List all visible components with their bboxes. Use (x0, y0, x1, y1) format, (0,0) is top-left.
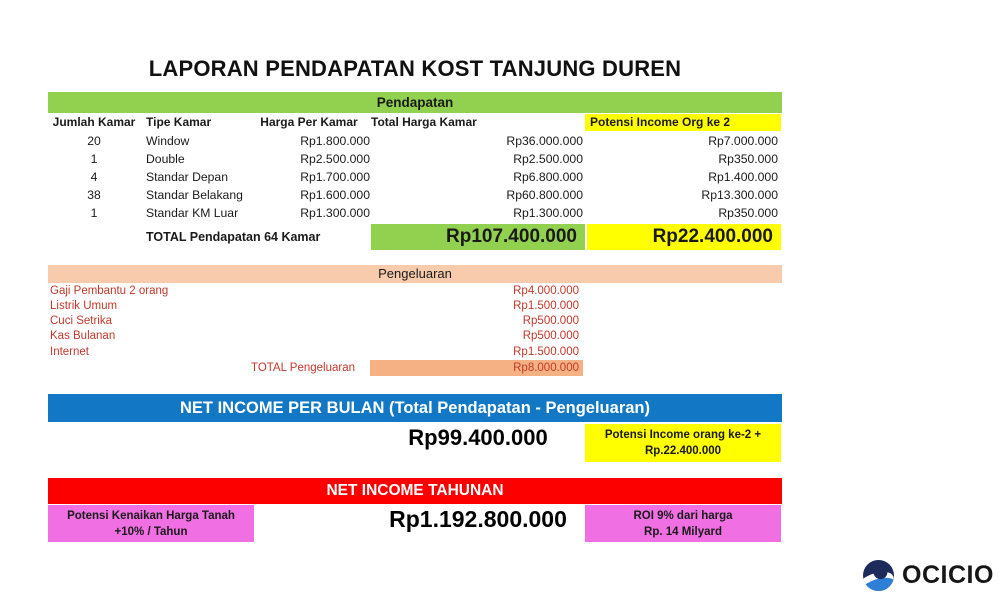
expense-label: Listrik Umum (50, 300, 118, 312)
note-line: Rp. 14 Milyard (644, 526, 722, 538)
income-row (48, 150, 781, 168)
expense-value: Rp500.000 (522, 315, 579, 327)
net-yearly-header: NET INCOME TAHUNAN (48, 478, 782, 504)
note-line: ROI 9% dari harga (633, 510, 733, 522)
ocicio-logo-text: OCICIO (902, 560, 994, 589)
cell-harga: Rp2.500.000 (300, 152, 370, 166)
cell-potensi: Rp350.000 (718, 206, 778, 220)
expenses-section-header: Pengeluaran (48, 265, 782, 283)
cell-total: Rp2.500.000 (513, 152, 583, 166)
expenses-total-value: Rp8.000.000 (370, 360, 583, 376)
cell-jumlah: 1 (90, 206, 98, 220)
cell-tipe: Standar Depan (146, 170, 228, 184)
note-line: +10% / Tahun (114, 526, 188, 538)
cell-potensi: Rp7.000.000 (708, 134, 778, 148)
expense-label: Gaji Pembantu 2 orang (50, 285, 169, 297)
income-total-label: TOTAL Pendapatan 64 Kamar (146, 230, 321, 244)
col-header-potensi-income: Potensi Income Org ke 2 (585, 114, 781, 131)
cell-tipe: Window (146, 134, 190, 148)
income-row (48, 168, 781, 186)
expense-label: Kas Bulanan (50, 330, 116, 342)
expense-row (48, 299, 781, 314)
expense-value: Rp1.500.000 (513, 346, 579, 358)
cell-total: Rp36.000.000 (506, 134, 583, 148)
net-monthly-value: Rp99.400.000 (408, 425, 548, 450)
note-line: Potensi Income orang ke-2 + (604, 429, 762, 441)
income-row (48, 186, 781, 204)
cell-jumlah: 1 (90, 152, 98, 166)
expense-value: Rp4.000.000 (513, 285, 579, 297)
net-monthly-note (585, 424, 781, 462)
income-section-header: Pendapatan (48, 92, 782, 113)
page-title: LAPORAN PENDAPATAN KOST TANJUNG DUREN (148, 56, 682, 81)
expense-label: Cuci Setrika (50, 315, 112, 327)
expense-row (48, 345, 781, 360)
cell-jumlah: 4 (90, 170, 98, 184)
col-header-harga-per-kamar: Harga Per Kamar (260, 115, 358, 129)
income-total-potensi: Rp22.400.000 (587, 224, 781, 250)
cell-harga: Rp1.300.000 (300, 206, 370, 220)
cell-tipe: Standar KM Luar (146, 206, 239, 220)
col-header-jumlah-kamar: Jumlah Kamar (52, 115, 136, 129)
cell-total: Rp1.300.000 (513, 206, 583, 220)
cell-total: Rp6.800.000 (513, 170, 583, 184)
cell-tipe: Double (146, 152, 185, 166)
cell-harga: Rp1.700.000 (300, 170, 370, 184)
note-line: Potensi Kenaikan Harga Tanah (67, 510, 235, 522)
expense-label: Internet (50, 346, 89, 358)
expense-row (48, 314, 781, 329)
net-monthly-header: NET INCOME PER BULAN (Total Pendapatan - Pengeluaran) (48, 394, 782, 422)
cell-total: Rp60.800.000 (506, 188, 583, 202)
ocicio-circle-icon (862, 559, 895, 592)
cell-tipe: Standar Belakang (146, 188, 243, 202)
expense-value: Rp500.000 (522, 330, 579, 342)
cell-jumlah: 20 (87, 134, 101, 148)
expenses-total-label: TOTAL Pengeluaran (251, 362, 355, 374)
cell-harga: Rp1.800.000 (300, 134, 370, 148)
net-yearly-value: Rp1.192.800.000 (389, 506, 567, 532)
expense-value: Rp1.500.000 (513, 300, 579, 312)
cell-potensi: Rp1.400.000 (708, 170, 778, 184)
land-appreciation-note (48, 505, 254, 542)
cell-harga: Rp1.600.000 (300, 188, 370, 202)
expense-row (48, 284, 781, 299)
income-total-value: Rp107.400.000 (371, 224, 585, 250)
col-header-total-harga-kamar: Total Harga Kamar (371, 115, 477, 129)
cell-jumlah: 38 (87, 188, 101, 202)
ocicio-logo (862, 558, 994, 592)
cell-potensi: Rp350.000 (718, 152, 778, 166)
cell-potensi: Rp13.300.000 (701, 188, 778, 202)
note-line: Rp.22.400.000 (644, 445, 722, 457)
expense-row (48, 329, 781, 344)
roi-note (585, 505, 781, 542)
income-row (48, 204, 781, 222)
col-header-tipe-kamar: Tipe Kamar (146, 115, 212, 129)
income-row (48, 132, 781, 150)
